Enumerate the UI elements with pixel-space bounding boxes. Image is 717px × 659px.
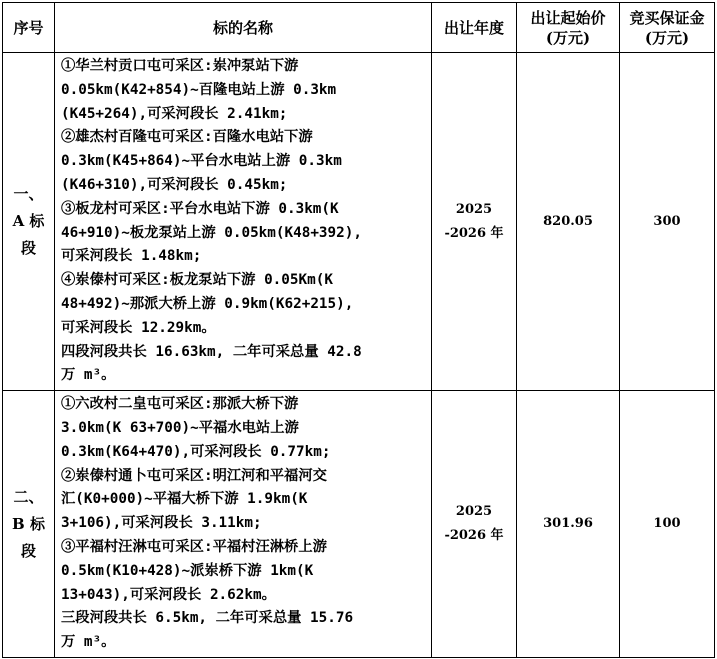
- name-line: ①华兰村贡口屯可采区:岽冲泵站下游: [61, 58, 299, 74]
- name-line: 四段河段共长 16.63km, 二年可采总量 42.8: [61, 343, 362, 360]
- name-line: 48+492)~那派大桥上游 0.9km(K62+215),: [61, 295, 354, 312]
- name-line: ③平福村汪淋屯可采区:平福村汪淋桥上游: [61, 538, 327, 555]
- row-bond: 300: [620, 53, 715, 391]
- seq-line: 一、: [13, 185, 44, 204]
- seq-line: A 标: [12, 212, 45, 231]
- name-line: 三段河段共长 6.5km, 二年可采总量 15.76: [61, 610, 354, 627]
- row-year: [432, 391, 517, 658]
- header-price-line1: 出让起始价: [530, 8, 606, 27]
- header-year: 出让年度: [432, 3, 517, 53]
- name-line: 3.0km(K 63+700)~平福水电站上游: [61, 419, 299, 436]
- name-line: (K46+310),可采河段长 0.45km;: [61, 176, 288, 193]
- header-bond-line1: 竞买保证金: [629, 8, 705, 27]
- name-line: 0.3km(K64+470),可采河段长 0.77km;: [61, 443, 331, 460]
- name-line: 0.3km(K45+864)~平台水电站上游 0.3km: [61, 153, 342, 170]
- name-line: ②雄杰村百隆屯可采区:百隆水电站下游: [61, 129, 313, 146]
- name-line: (K45+264),可采河段长 2.41km;: [61, 105, 288, 122]
- header-price-line2: (万元): [545, 28, 591, 47]
- table-body: [3, 53, 715, 658]
- year-line: -2026 年: [444, 225, 504, 241]
- name-line: 可采河段长 12.29km。: [61, 319, 216, 336]
- table-row: [3, 53, 715, 391]
- name-line: 汇(K0+000)~平福大桥下游 1.9km(K: [61, 491, 308, 508]
- header-bond: [620, 3, 715, 53]
- seq-line: 段: [20, 239, 36, 258]
- header-name: 标的名称: [55, 3, 432, 53]
- name-line: 3+106),可采河段长 3.11km;: [61, 515, 262, 532]
- year-line: 2025: [455, 201, 493, 217]
- name-line: 0.05km(K42+854)~百隆电站上游 0.3km: [61, 81, 337, 98]
- seq-line: 二、: [13, 487, 44, 506]
- row-price: 301.96: [517, 391, 620, 658]
- name-line: ②岽傣村通卜屯可采区:明江河和平福河交: [61, 467, 327, 484]
- header-price: [517, 3, 620, 53]
- table-row: [3, 391, 715, 658]
- row-name: [55, 391, 432, 658]
- name-line: 可采河段长 1.48km;: [61, 248, 202, 265]
- year-line: 2025: [455, 504, 493, 520]
- name-line: 46+910)~板龙泵站上游 0.05km(K48+392),: [61, 224, 362, 241]
- name-line: 万 m³。: [61, 367, 116, 384]
- name-line: ④岽傣村可采区:板龙泵站下游 0.05Km(K: [61, 272, 333, 289]
- bid-section-table: [2, 2, 715, 658]
- row-seq: [3, 391, 55, 658]
- row-year: [432, 53, 517, 391]
- header-row: [3, 3, 715, 53]
- header-no: 序号: [3, 3, 55, 53]
- seq-line: B 标: [12, 514, 45, 533]
- row-price: 820.05: [517, 53, 620, 391]
- seq-line: 段: [20, 541, 36, 560]
- name-line: ①六改村二皇屯可采区:那派大桥下游: [61, 396, 299, 413]
- row-seq: [3, 53, 55, 391]
- name-line: 0.5km(K10+428)~派岽桥下游 1km(K: [61, 562, 314, 579]
- row-bond: 100: [620, 391, 715, 658]
- header-bond-line2: (万元): [644, 28, 690, 47]
- name-line: ③板龙村可采区:平台水电站下游 0.3km(K: [61, 200, 339, 217]
- name-line: 13+043),可采河段长 2.62km。: [61, 586, 276, 603]
- row-name: [55, 53, 432, 391]
- year-line: -2026 年: [444, 528, 504, 544]
- name-line: 万 m³。: [61, 634, 116, 651]
- table-header: [3, 3, 715, 53]
